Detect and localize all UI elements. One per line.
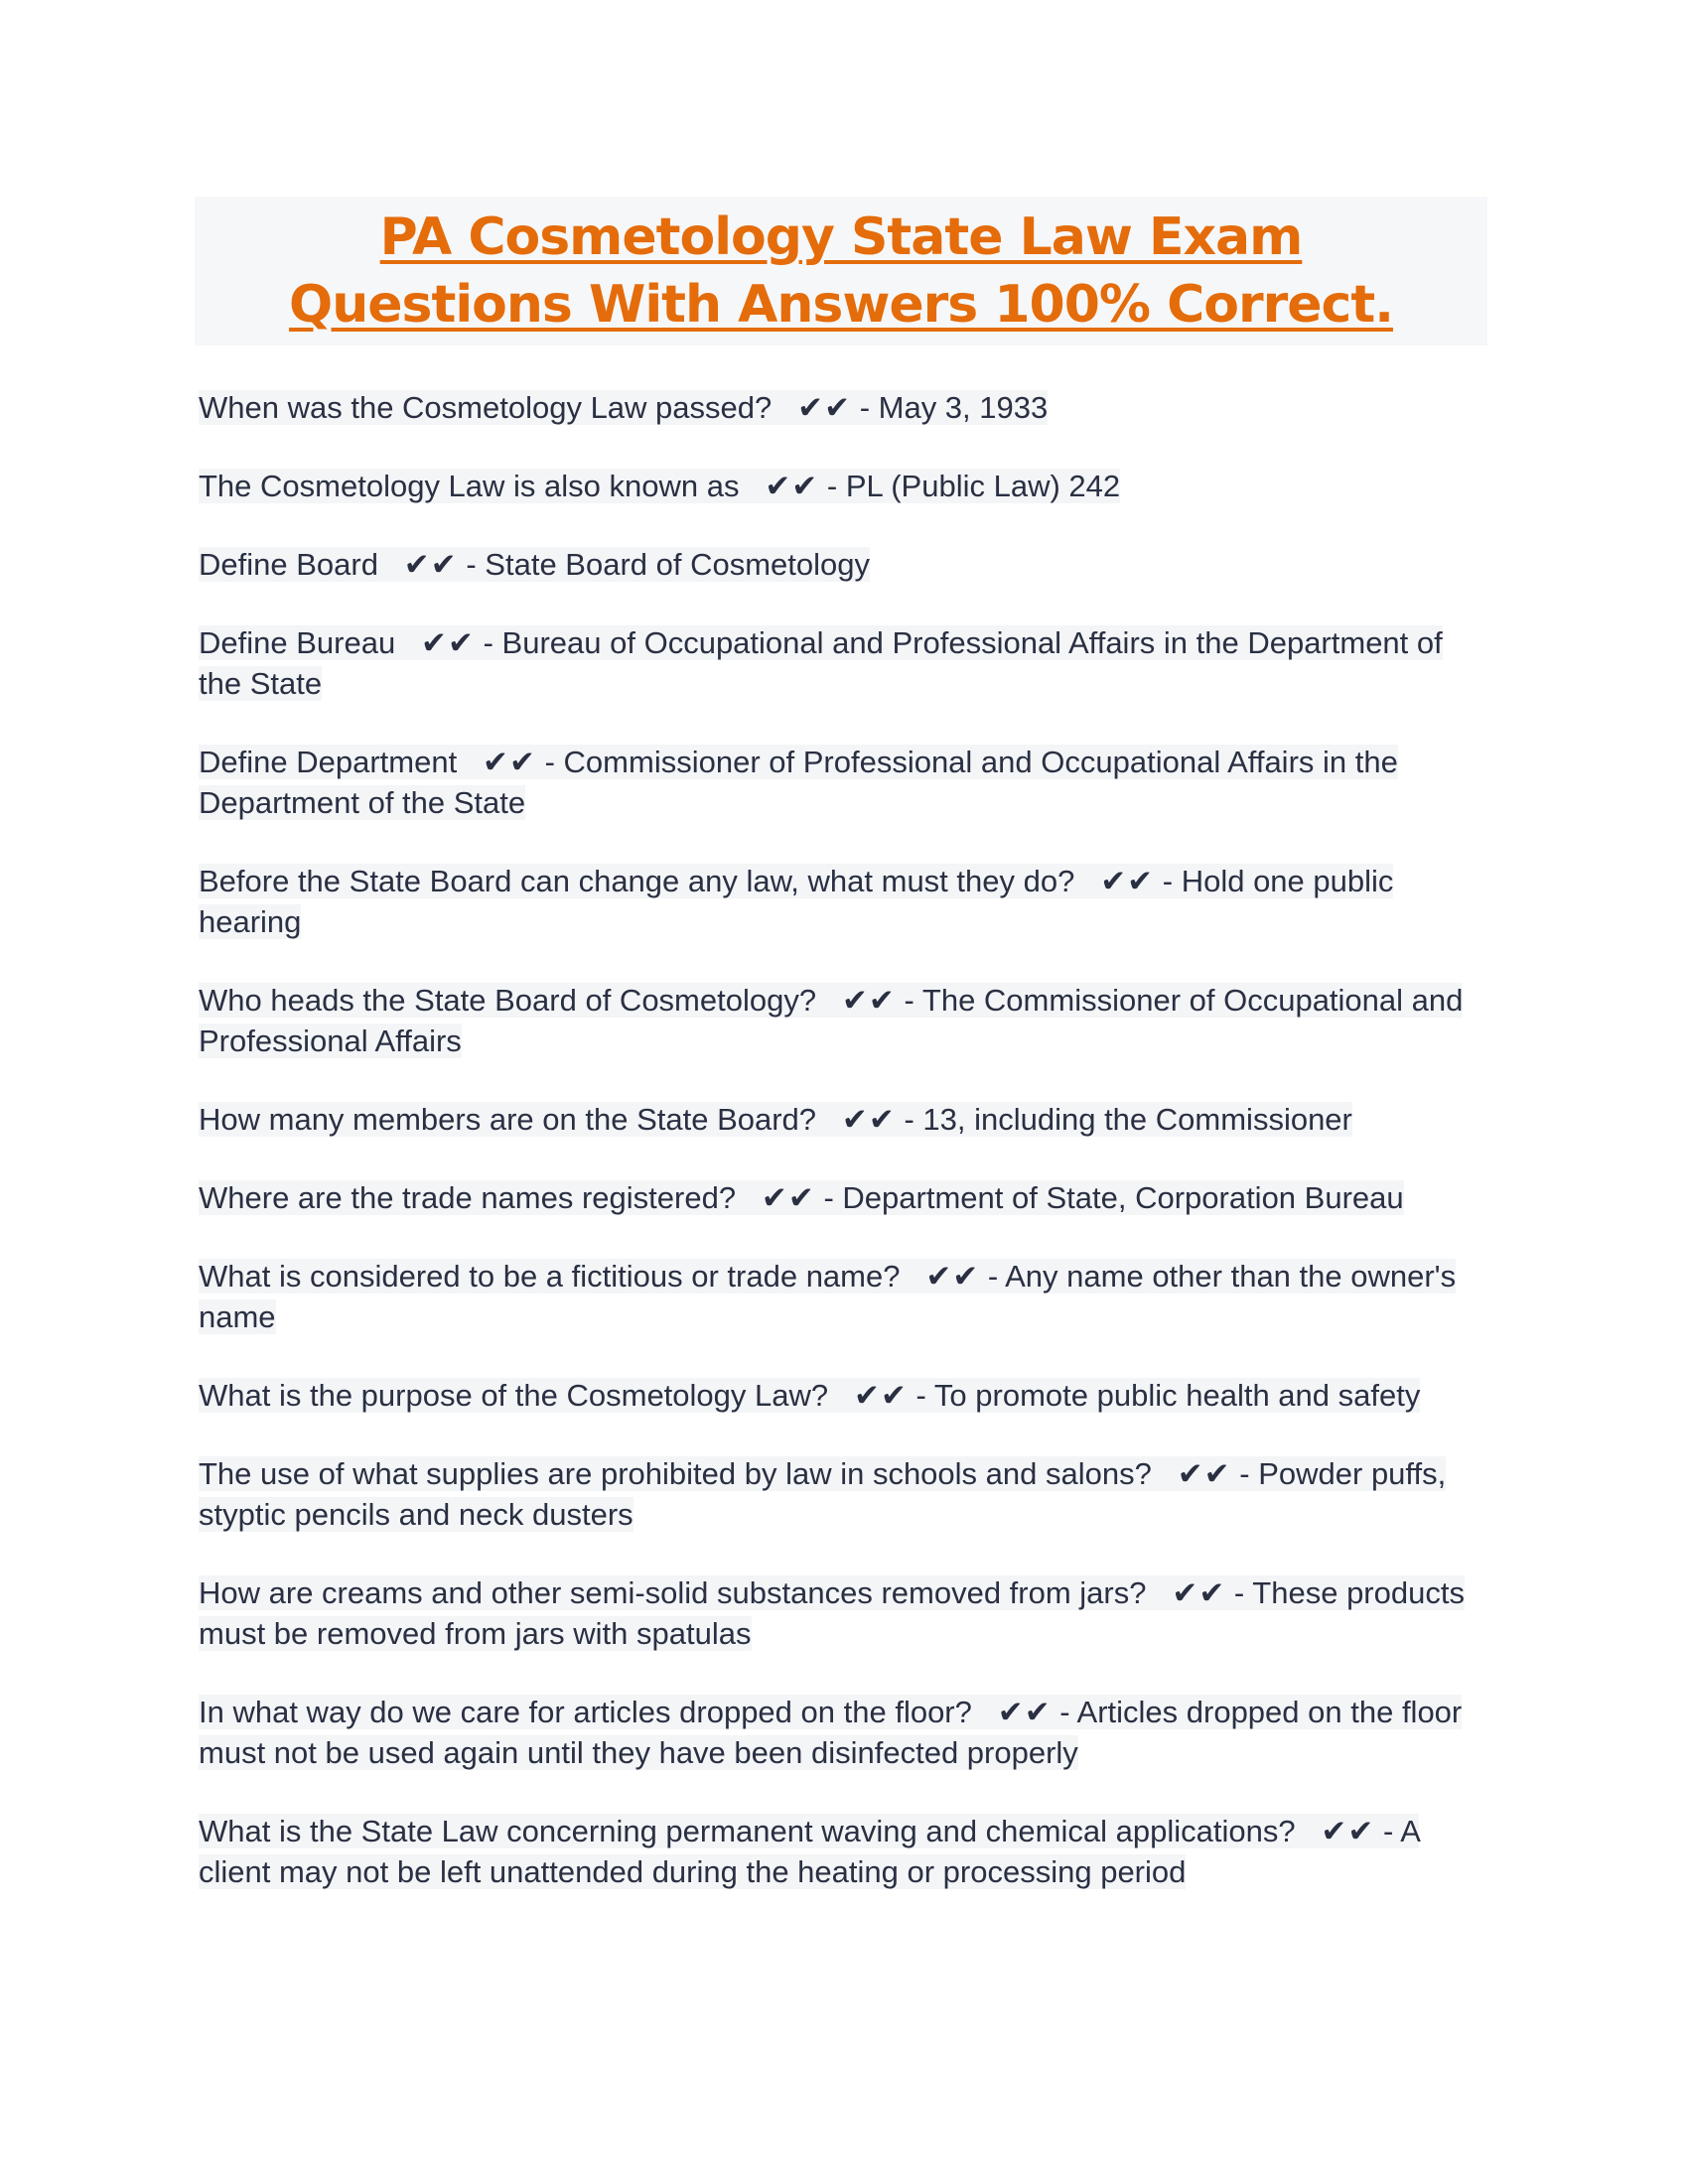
qa-item	[199, 1692, 1489, 1773]
qa-item	[199, 1256, 1489, 1337]
qa-list	[199, 387, 1489, 1930]
check-icon: ✔✔	[797, 390, 852, 425]
check-icon: ✔✔	[1321, 1814, 1375, 1848]
answer-text: - A client may not be left unattended during the heating or processing period	[199, 1814, 1420, 1889]
answer-text: - PL (Public Law) 242	[826, 469, 1121, 503]
title-line-2: Questions With Answers 100% Correct.	[289, 275, 1393, 335]
check-icon: ✔✔	[1172, 1575, 1226, 1610]
question-text: In what way do we care for articles dropped on the floor?	[199, 1695, 972, 1729]
question-text: Define Bureau	[199, 625, 396, 660]
answer-text: - Articles dropped on the floor must not be used again until they have been disinfected properly	[199, 1695, 1463, 1770]
check-icon: ✔✔	[997, 1695, 1052, 1729]
check-icon: ✔✔	[841, 983, 896, 1018]
document-title	[195, 197, 1487, 345]
answer-text: - Any name other than the owner's name	[199, 1259, 1457, 1334]
question-text: Where are the trade names registered?	[199, 1180, 737, 1215]
check-icon: ✔✔	[421, 625, 475, 660]
qa-item	[199, 980, 1489, 1061]
check-icon: ✔✔	[483, 745, 536, 779]
qa-item	[199, 387, 1489, 428]
answer-text: - Bureau of Occupational and Professional Affairs in the Department of the State	[199, 625, 1443, 701]
question-text: When was the Cosmetology Law passed?	[199, 390, 773, 425]
qa-item	[199, 1375, 1489, 1416]
check-icon: ✔✔	[925, 1259, 980, 1294]
answer-text: - These products must be removed from jars with spatulas	[199, 1575, 1465, 1651]
check-icon: ✔✔	[1177, 1456, 1231, 1491]
qa-item	[199, 544, 1489, 585]
qa-item	[199, 622, 1489, 704]
answer-text: - To promote public health and safety	[915, 1378, 1421, 1413]
qa-item	[199, 742, 1489, 823]
question-text: What is the State Law concerning permanent waving and chemical applications?	[199, 1814, 1296, 1848]
check-icon: ✔✔	[761, 1180, 815, 1215]
qa-item	[199, 1099, 1489, 1140]
question-text: The Cosmetology Law is also known as	[199, 469, 740, 503]
check-icon: ✔✔	[403, 547, 458, 582]
qa-item	[199, 861, 1489, 942]
question-text: Define Department	[199, 745, 458, 779]
check-icon: ✔✔	[841, 1102, 896, 1137]
qa-item	[199, 1453, 1489, 1535]
check-icon: ✔✔	[1100, 864, 1155, 898]
question-text: What is considered to be a fictitious or trade name?	[199, 1259, 901, 1294]
question-text: How many members are on the State Board?	[199, 1102, 817, 1137]
qa-item	[199, 1811, 1489, 1892]
qa-item	[199, 1177, 1489, 1218]
qa-item	[199, 1572, 1489, 1654]
question-text: Who heads the State Board of Cosmetology?	[199, 983, 817, 1018]
answer-text: - 13, including the Commissioner	[904, 1102, 1352, 1137]
answer-text: - Hold one public hearing	[199, 864, 1394, 939]
check-icon: ✔✔	[765, 469, 819, 503]
answer-text: - State Board of Cosmetology	[466, 547, 871, 582]
question-text: The use of what supplies are prohibited by law in schools and salons?	[199, 1456, 1152, 1491]
question-text: What is the purpose of the Cosmetology Law?	[199, 1378, 829, 1413]
question-text: How are creams and other semi-solid substances removed from jars?	[199, 1575, 1147, 1610]
answer-text: - May 3, 1933	[859, 390, 1049, 425]
question-text: Before the State Board can change any law, what must they do?	[199, 864, 1075, 898]
answer-text: - Commissioner of Professional and Occupational Affairs in the Department of the State	[199, 745, 1398, 820]
answer-text: - The Commissioner of Occupational and Professional Affairs	[199, 983, 1464, 1058]
check-icon: ✔✔	[853, 1378, 908, 1413]
answer-text: - Powder puffs, styptic pencils and neck dusters	[199, 1456, 1447, 1532]
answer-text: - Department of State, Corporation Bureau	[823, 1180, 1404, 1215]
title-line-1: PA Cosmetology State Law Exam	[379, 207, 1303, 267]
question-text: Define Board	[199, 547, 378, 582]
qa-item	[199, 466, 1489, 506]
